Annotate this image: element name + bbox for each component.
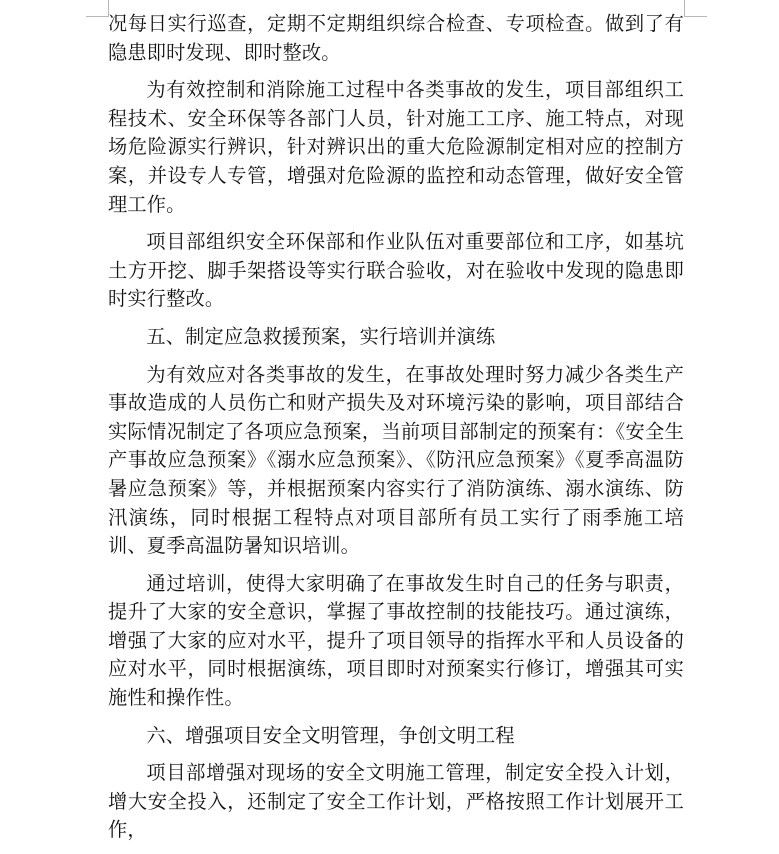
paragraph-training-results: 通过培训，使得大家明确了在事故发生时自己的任务与职责，提升了大家的安全意识，掌握了事故控制的技能技巧。通过演练，增强了大家的应对水平，提升了项目领导的指挥水平和人员设备的应对水平，同时根据演练，项目即时对预案实行修订，增强其可实施性和操作性。 <box>108 571 684 710</box>
section-heading-emergency-plan: 五、制定应急救援预案，实行培训并演练 <box>146 324 496 348</box>
paragraph-continued-inspection: 况每日实行巡查，定期不定期组织综合检查、专项检查。做到了有隐患即时发现、即时整改。 <box>108 12 684 64</box>
paragraph-joint-acceptance: 项目部组织安全环保部和作业队伍对重要部位和工序，如基坑土方开挖、脚手架搭设等实行联合验收，对在验收中发现的隐患即时实行整改。 <box>108 230 684 311</box>
margin-crop-mark-left <box>86 0 109 17</box>
paragraph-emergency-plans: 为有效应对各类事故的发生，在事故处理时努力减少各类生产事故造成的人员伤亡和财产损失及对环境污染的影响，项目部结合实际情况制定了各项应急预案，当前项目部制定的预案有：《安全生产事故应急预案》《溺水应急预案》、《防汛应急预案》《夏季高温防暑应急预案》等，并根据预案内容实行了消防演练、溺水演练、防汛演练，同时根据工程特点对项目部所有员工实行了雨季施工培训、夏季高温防暑知识培训。 <box>108 362 684 558</box>
paragraph-hazard-identification: 为有效控制和消除施工过程中各类事故的发生，项目部组织工程技术、安全环保等各部门人员，针对施工工序、施工特点，对现场危险源实行辨识，针对辨识出的重大危险源制定相对应的控制方案，并设专人专管，增强对危险源的监控和动态管理，做好安全管理工作。 <box>108 78 684 216</box>
document-body <box>108 10 684 854</box>
paragraph-safety-investment: 项目部增强对现场的安全文明施工管理，制定安全投入计划，增大安全投入，还制定了安全工作计划，严格按照工作计划展开工作， <box>108 761 684 842</box>
margin-crop-mark-right <box>684 0 707 17</box>
section-heading-civilized-construction: 六、增强项目安全文明管理，争创文明工程 <box>146 723 515 747</box>
